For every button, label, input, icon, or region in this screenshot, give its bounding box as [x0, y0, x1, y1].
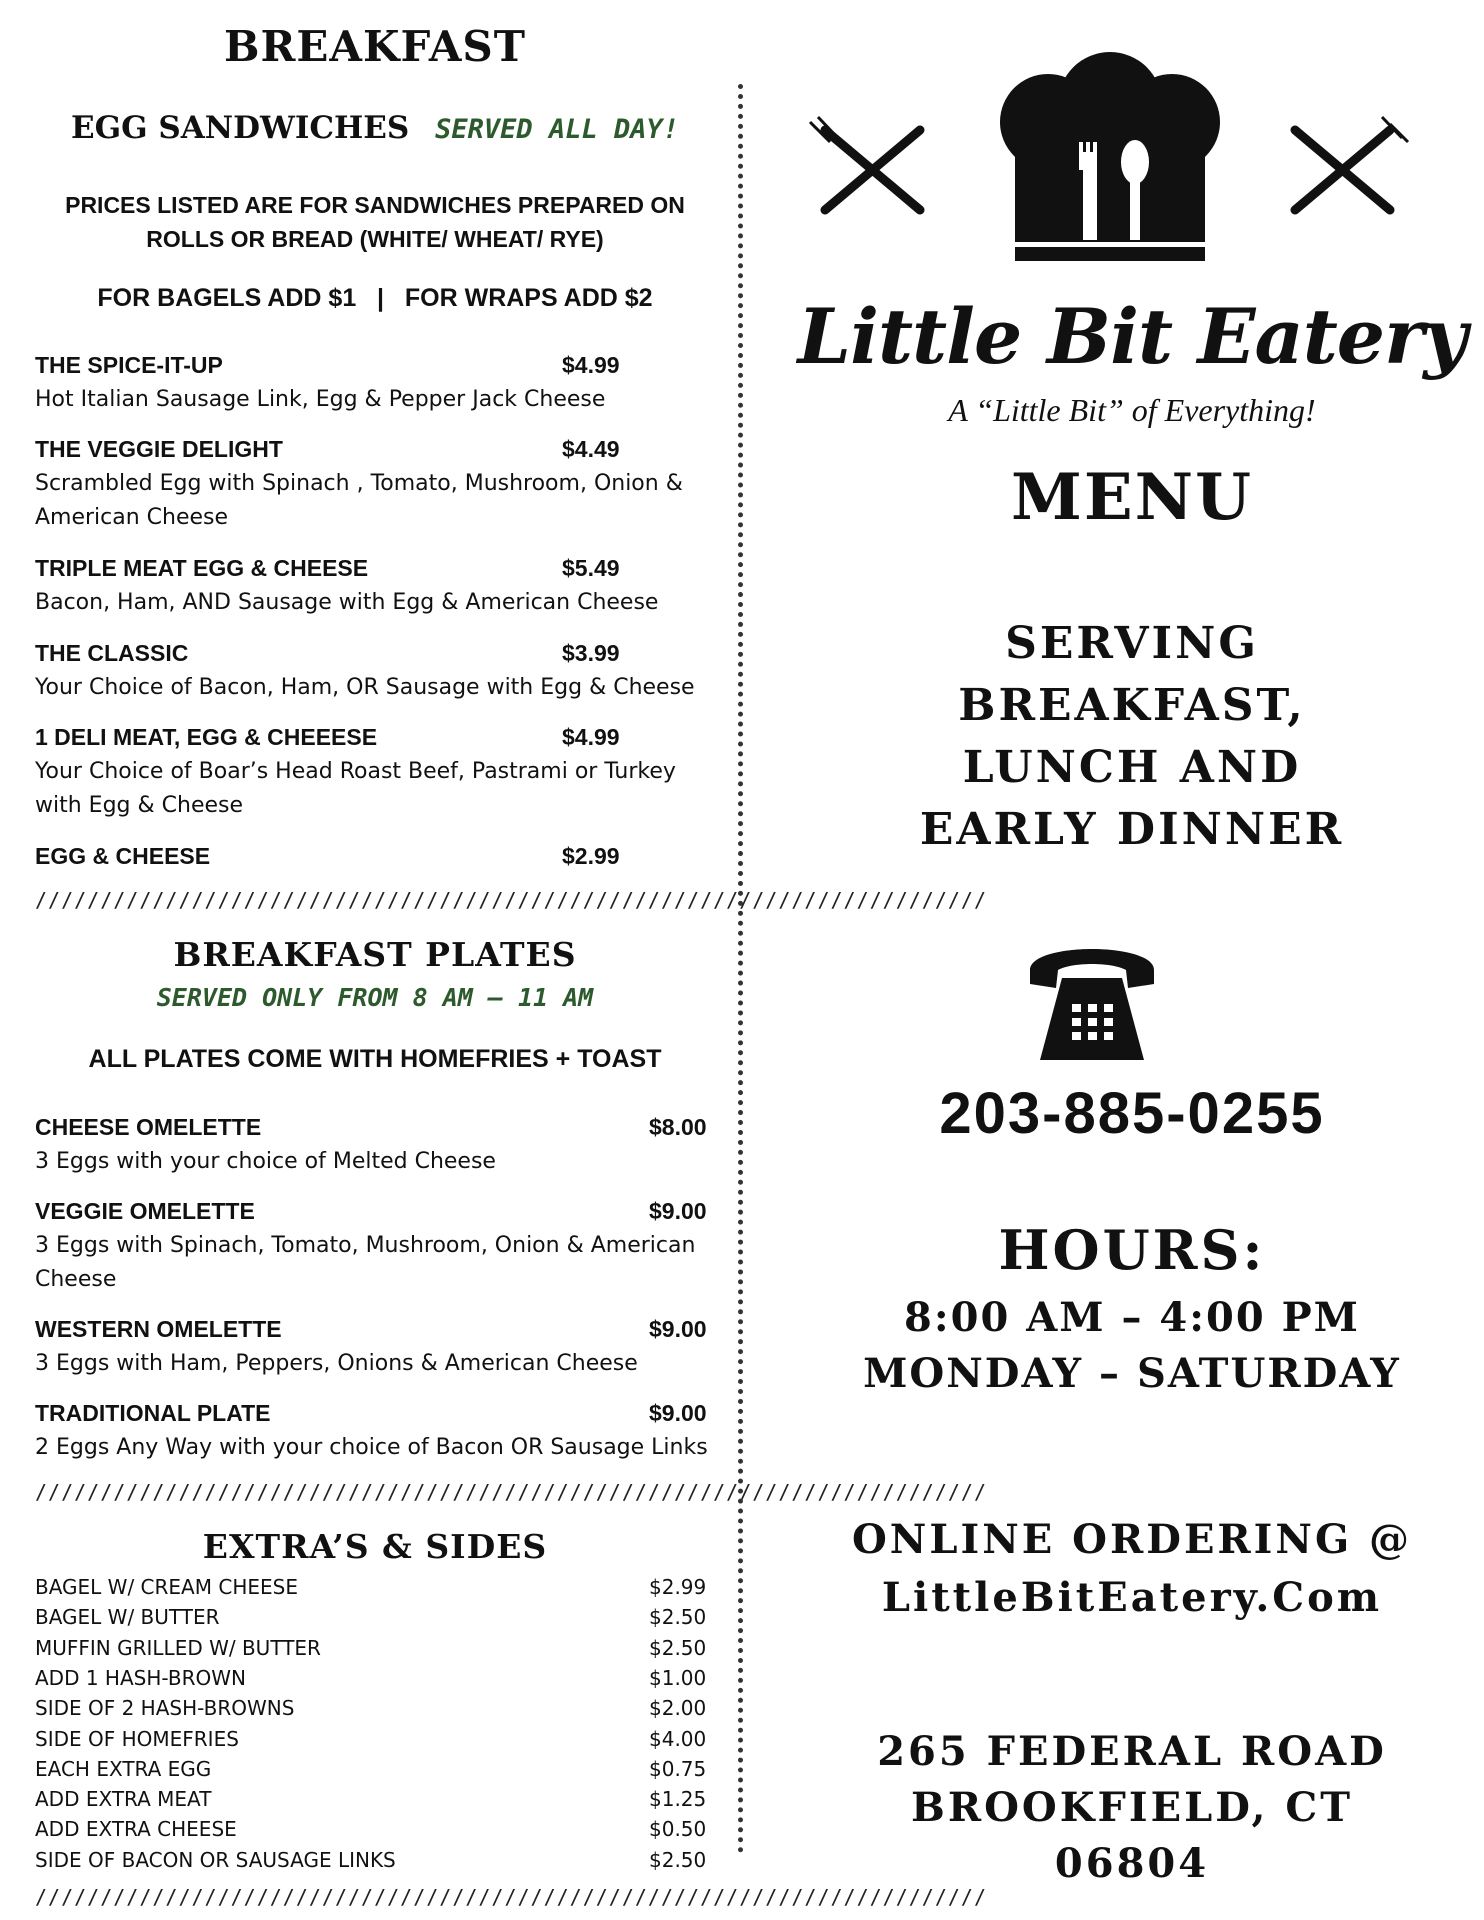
- side-item-price: $1.00: [649, 1665, 707, 1690]
- menu-item: [35, 640, 715, 705]
- side-item-name: SIDE OF 2 HASH-BROWNS: [35, 1696, 295, 1721]
- side-item-price: $0.75: [649, 1756, 707, 1781]
- menu-item: [35, 1316, 715, 1381]
- online-ordering-label: ONLINE ORDERING @: [851, 1516, 1413, 1563]
- menu-item: [35, 843, 715, 874]
- plates-title: BREAKFAST PLATES: [173, 935, 577, 974]
- menu-item: [35, 436, 715, 535]
- menu-item-name: EGG & CHEESE: [35, 843, 211, 869]
- menu-item-price: $4.99: [562, 352, 620, 378]
- sandwich-note-line1: PRICES LISTED ARE FOR SANDWICHES PREPARED ON: [65, 192, 685, 218]
- brand-tagline: A “Little Bit” of Everything!: [948, 392, 1316, 428]
- chef-hat-icon: [1000, 52, 1220, 261]
- menu-item-name: THE CLASSIC: [35, 640, 189, 666]
- address-line: 06804: [1054, 1840, 1210, 1887]
- menu-item: [35, 1400, 715, 1465]
- hours-time: 8:00 AM – 4:00 PM: [904, 1294, 1360, 1341]
- menu-item: [35, 555, 715, 620]
- menu-item-price: $3.99: [562, 640, 620, 666]
- side-item-name: EACH EXTRA EGG: [35, 1756, 212, 1781]
- plates-note: ALL PLATES COME WITH HOMEFRIES + TOAST: [88, 1045, 662, 1073]
- side-item-price: $2.50: [649, 1605, 707, 1630]
- menu-item-description: Hot Italian Sausage Link, Egg & Pepper Jack Cheese: [35, 387, 606, 412]
- menu-item-price: $9.00: [649, 1400, 707, 1426]
- menu-item: [35, 1114, 715, 1179]
- side-item: [35, 1757, 715, 1781]
- side-item-price: $2.00: [649, 1696, 707, 1721]
- side-item-name: BAGEL W/ BUTTER: [35, 1605, 220, 1630]
- egg-sandwiches-heading: [0, 110, 750, 146]
- sides-title: EXTRA’S & SIDES: [202, 1527, 548, 1566]
- side-item-price: $1.25: [649, 1787, 707, 1812]
- menu-item-name: CHEESE OMELETTE: [35, 1114, 262, 1140]
- menu-item-description: Bacon, Ham, AND Sausage with Egg & American Cheese: [35, 590, 659, 615]
- side-item-name: SIDE OF HOMEFRIES: [35, 1726, 239, 1751]
- plates-tagline: SERVED ONLY FROM 8 AM – 11 AM: [156, 983, 594, 1012]
- divider: /////////////////////////////////////////////////////////////////////////: [35, 1885, 987, 1909]
- hours-title: HOURS:: [998, 1218, 1266, 1282]
- menu-item-price: $5.49: [562, 555, 620, 581]
- menu-item-description: 2 Eggs Any Way with your choice of Bacon OR Sausage Links: [35, 1435, 708, 1460]
- info-column: [780, 0, 1484, 1920]
- chef-hat-logo-icon: [800, 62, 1420, 272]
- breakfast-title: BREAKFAST: [223, 22, 527, 71]
- menu-item-price: $9.00: [649, 1316, 707, 1342]
- menu-item-name: VEGGIE OMELETTE: [35, 1198, 255, 1224]
- menu-item-description: Scrambled Egg with Spinach , Tomato, Mushroom, Onion & American Cheese: [35, 471, 683, 530]
- divider: /////////////////////////////////////////////////////////////////////////: [35, 1480, 987, 1504]
- side-item: [35, 1727, 715, 1751]
- menu-item-price: $8.00: [649, 1114, 707, 1140]
- crossed-fork-knife-right-icon: [1295, 117, 1408, 210]
- website-link[interactable]: LittleBitEatery.Com: [881, 1574, 1383, 1621]
- serving-line: BREAKFAST,: [958, 680, 1306, 731]
- menu-item-description: Your Choice of Bacon, Ham, OR Sausage with Egg & Cheese: [35, 675, 695, 700]
- side-item-name: SIDE OF BACON OR SAUSAGE LINKS: [35, 1847, 396, 1872]
- column-divider: [738, 84, 743, 1854]
- side-item-name: MUFFIN GRILLED W/ BUTTER: [35, 1635, 321, 1660]
- menu-label: MENU: [1011, 460, 1253, 535]
- side-item-name: ADD EXTRA MEAT: [35, 1787, 212, 1812]
- side-item-name: ADD EXTRA CHEESE: [35, 1817, 237, 1842]
- menu-item: [35, 1198, 715, 1297]
- menu-item: [35, 352, 715, 417]
- menu-item-price: $4.99: [562, 724, 620, 750]
- side-item-price: $4.00: [649, 1726, 707, 1751]
- side-item: [35, 1636, 715, 1660]
- side-item-price: $2.99: [649, 1575, 707, 1599]
- phone-number[interactable]: 203-885-0255: [939, 1081, 1325, 1146]
- side-item: [35, 1605, 715, 1629]
- side-item: [35, 1666, 715, 1690]
- serving-line: EARLY DINNER: [919, 804, 1345, 855]
- menu-item-name: WESTERN OMELETTE: [35, 1316, 282, 1342]
- egg-sandwiches-title: EGG SANDWICHES: [70, 110, 410, 146]
- crossed-fork-knife-left-icon: [810, 117, 920, 210]
- sandwich-addons: FOR BAGELS ADD $1 | FOR WRAPS ADD $2: [97, 284, 653, 312]
- menu-item-name: 1 DELI MEAT, EGG & CHEEESE: [35, 724, 378, 750]
- side-item: [35, 1848, 715, 1872]
- menu-item-price: $9.00: [649, 1198, 707, 1224]
- serving-line: LUNCH AND: [962, 742, 1302, 793]
- serving-line: SERVING: [1005, 618, 1259, 669]
- side-item-price: $0.50: [649, 1817, 707, 1842]
- menu-item-name: TRADITIONAL PLATE: [35, 1400, 271, 1426]
- menu-item-description: 3 Eggs with Ham, Peppers, Onions & American Cheese: [35, 1351, 638, 1376]
- side-item-price: $2.50: [649, 1847, 707, 1872]
- egg-sandwiches-tagline: SERVED ALL DAY!: [435, 114, 679, 145]
- sandwich-note-line2: ROLLS OR BREAD (WHITE/ WHEAT/ RYE): [146, 226, 604, 252]
- menu-item-description: 3 Eggs with Spinach, Tomato, Mushroom, Onion & American Cheese: [35, 1233, 696, 1292]
- hours-days: MONDAY – SATURDAY: [863, 1350, 1401, 1397]
- side-item: [35, 1575, 715, 1599]
- menu-item-price: $4.49: [562, 436, 620, 462]
- brand-name: Little Bit Eatery: [797, 292, 1467, 381]
- side-item-name: BAGEL W/ CREAM CHEESE: [35, 1575, 298, 1599]
- address-line: BROOKFIELD, CT: [911, 1784, 1353, 1831]
- menu-item-name: THE VEGGIE DELIGHT: [35, 436, 283, 462]
- address-line: 265 FEDERAL ROAD: [877, 1728, 1387, 1775]
- menu-item-name: TRIPLE MEAT EGG & CHEESE: [35, 555, 369, 581]
- side-item: [35, 1696, 715, 1720]
- side-item: [35, 1817, 715, 1841]
- side-item-name: ADD 1 HASH-BROWN: [35, 1665, 246, 1690]
- side-item: [35, 1787, 715, 1811]
- menu-item-price: $2.99: [562, 843, 620, 869]
- divider: /////////////////////////////////////////////////////////////////////////: [35, 888, 987, 912]
- telephone-icon: [1022, 932, 1162, 1067]
- menu-item-description: Your Choice of Boar’s Head Roast Beef, Pastrami or Turkey with Egg & Cheese: [35, 759, 676, 818]
- side-item-price: $2.50: [649, 1635, 707, 1660]
- menu-item: [35, 724, 715, 823]
- menu-item-description: 3 Eggs with your choice of Melted Cheese: [35, 1149, 496, 1174]
- menu-item-name: THE SPICE-IT-UP: [35, 352, 223, 378]
